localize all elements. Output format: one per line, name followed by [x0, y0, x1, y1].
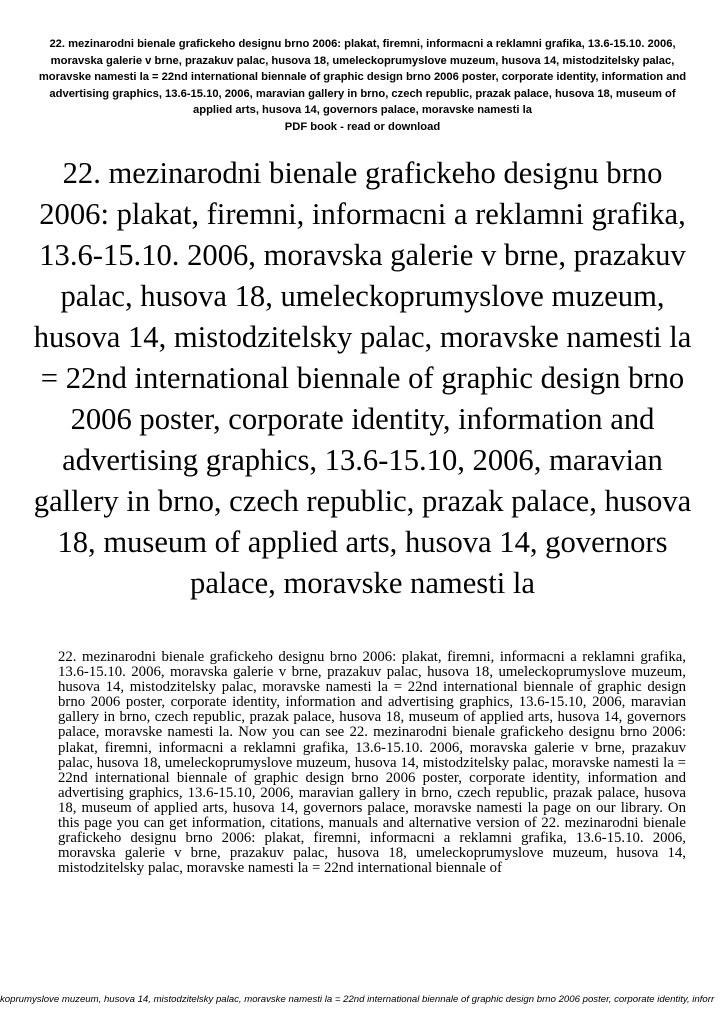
body-paragraph: 22. mezinarodni bienale grafickeho designu brno 2006: plakat, firemni, informacni a reklamni grafika, 13.6-15.10. 2006, moravska galerie v brne, prazakuv palac, husova 18, umeleckoprumyslove muzeum, husova 14, mistodzitelsky palac, moravske namesti la = 22nd international biennale of graphic design brno 2006 poster, corporate identity, information and advertising graphics, 13.6-15.10, 2006, maravian gallery in brno, czech republic, prazak palace, husova 18, museum of applied arts, husova 14, governors palace, moravske namesti la. Now you can see 22. mezinarodni bienale grafickeho designu brno 2006: plakat, firemni, informacni a reklamni grafika, 13.6-15.10. 2006, moravska galerie v brne, prazakuv palac, husova 18, umeleckoprumyslove muzeum, husova 14, mistodzitelsky palac, moravske namesti la = 22nd international biennale of graphic design brno 2006 poster, corporate identity, information and advertising graphics, 13.6-15.10, 2006, maravian gallery in brno, czech republic, prazak palace, husova 18, museum of applied arts, husova 14, governors palace, moravske namesti la page on our library. On this page you can get information, citations, manuals and alternative version of 22. mezinarodni bienale grafickeho designu brno 2006: plakat, firemni, informacni a reklamni grafika, 13.6-15.10. 2006, moravska galerie v brne, prazakuv palac, husova 18, umeleckoprumyslove muzeum, husova 14, mistodzitelsky palac, moravske namesti la = 22nd international biennale of	[58, 650, 686, 877]
footer-ticker-text-main: koprumyslove muzeum, husova 14, mistodzitelsky palac, moravske namesti la = 22nd international biennale of graphic design brno 2006 poster, corporate identity, inforr	[0, 994, 715, 1005]
page-title: 22. mezinarodni bienale grafickeho designu brno 2006: plakat, firemni, informacni a reklamni grafika, 13.6-15.10. 2006, moravska galerie v brne, prazakuv palac, husova 18, umeleckoprumyslove muzeum, husova 14, mistodzitelsky palac, moravske namesti la = 22nd international biennale of graphic design brno 2006 poster, corporate identity, information and advertising graphics, 13.6-15.10, 2006, maravian gallery in brno, czech republic, prazak palace, husova 18, museum of applied arts, husova 14, governors palace, moravske namesti la	[33, 156, 692, 600]
header-subtitle: PDF book - read or download	[284, 120, 441, 133]
header-title	[36, 36, 689, 136]
header-title-text: 22. mezinarodni bienale grafickeho designu brno 2006: plakat, firemni, informacni a reklamni grafika, 13.6-15.10. 2006, moravska galerie v brne, prazakuv palac, husova 18, umeleckoprumyslove muzeum, husova 14, mistodzitelsky palac, moravske namesti la = 22nd international biennale of graphic design brno 2006 poster, corporate identity, information and advertising graphics, 13.6-15.10, 2006, maravian gallery in brno, czech republic, prazak palace, husova 18, museum of applied arts, husova 14, governors palace, moravske namesti la	[38, 38, 687, 117]
footer-ticker	[0, 994, 725, 1006]
